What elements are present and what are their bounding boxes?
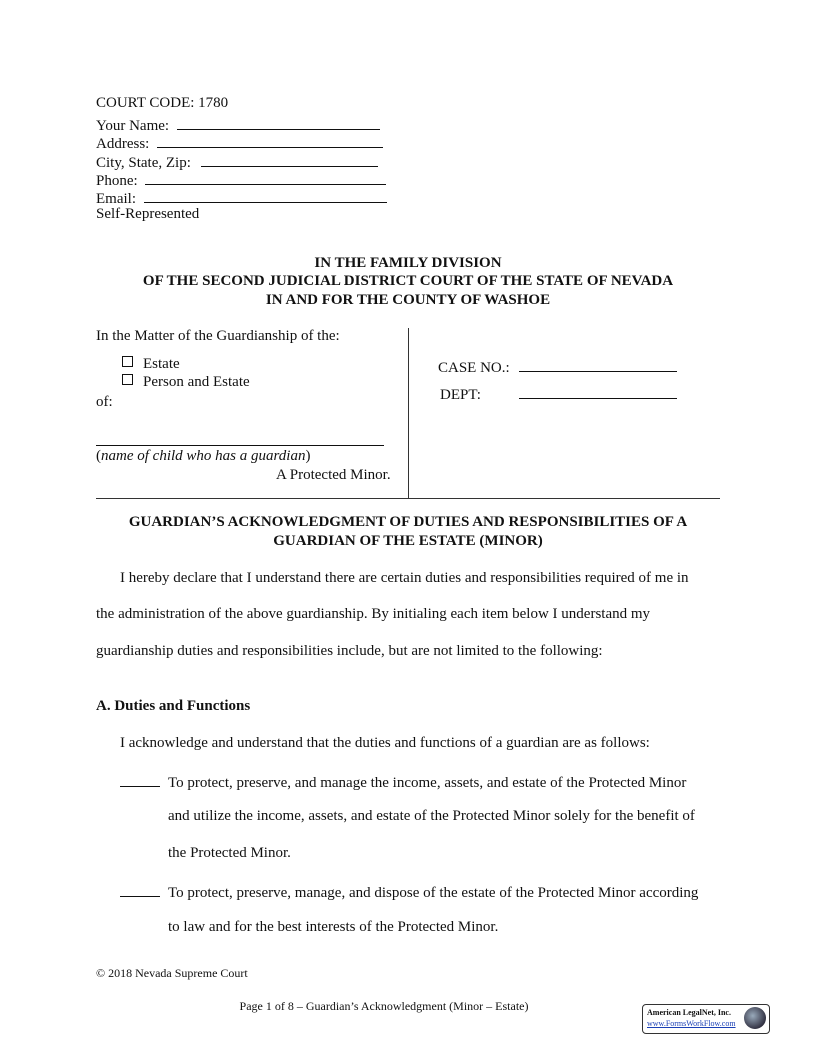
child-name-hint: (name of child who has a guardian) <box>96 448 311 464</box>
dept-row <box>440 383 677 404</box>
footer-copyright: © 2018 Nevada Supreme Court <box>96 966 248 980</box>
dept-label: DEPT: <box>440 387 481 403</box>
case-no-field[interactable] <box>519 356 677 372</box>
self-represented: Self-Represented <box>96 206 200 222</box>
item1-line1: To protect, preserve, and manage the income, assets, and estate of the Protected Minor <box>168 775 687 791</box>
matter-label: In the Matter of the Guardianship of the: <box>96 328 340 344</box>
of-label: of: <box>96 394 113 410</box>
item1-line2: and utilize the income, assets, and estate of the Protected Minor solely for the benefit of <box>168 808 695 824</box>
item2-line2: to law and for the best interests of the Protected Minor. <box>168 919 499 935</box>
court-title-line1: IN THE FAMILY DIVISION <box>314 255 502 271</box>
intro-line2: the administration of the above guardianship. By initialing each item below I understand my <box>96 606 651 622</box>
court-title-line2: OF THE SECOND JUDICIAL DISTRICT COURT OF THE STATE OF NEVADA <box>142 273 674 289</box>
child-name-field[interactable] <box>96 430 384 446</box>
logo-company-name: American LegalNet, Inc. <box>647 1008 731 1017</box>
email-field[interactable] <box>144 187 387 203</box>
option-person-and-estate[interactable] <box>122 374 250 391</box>
option-estate[interactable] <box>122 356 180 373</box>
intro-line3: guardianship duties and responsibilities include, but are not limited to the following: <box>96 643 603 659</box>
your-name-field[interactable] <box>177 114 380 130</box>
item1-line3: the Protected Minor. <box>168 845 291 861</box>
person-and-estate-label: Person and Estate <box>143 374 250 390</box>
caption-divider-horizontal <box>96 498 720 499</box>
intro-line1: I hereby declare that I understand there are certain duties and responsibilities required of me in <box>120 570 689 586</box>
globe-icon <box>744 1007 766 1029</box>
court-code: COURT CODE: 1780 <box>96 95 229 111</box>
item1-line1-row <box>120 772 686 792</box>
item2-line1-row <box>120 882 698 902</box>
estate-checkbox[interactable] <box>122 356 133 367</box>
item2-line1: To protect, preserve, manage, and dispose of the estate of the Protected Minor according <box>168 885 699 901</box>
child-name-hint-text: name of child who has a guardian <box>101 448 306 464</box>
address-label: Address: <box>96 136 150 152</box>
city-state-zip-field[interactable] <box>201 151 378 167</box>
caption-divider-vertical <box>408 328 409 498</box>
doc-title-line2: GUARDIAN OF THE ESTATE (MINOR) <box>273 533 543 549</box>
american-legalnet-logo[interactable] <box>642 1004 770 1034</box>
person-and-estate-checkbox[interactable] <box>122 374 133 385</box>
phone-label: Phone: <box>96 173 138 189</box>
phone-field[interactable] <box>145 169 386 185</box>
case-no-label: CASE NO.: <box>438 360 510 376</box>
city-state-zip-label: City, State, Zip: <box>96 155 191 171</box>
logo-website-link[interactable]: www.FormsWorkFlow.com <box>647 1019 736 1028</box>
section-a-lead: I acknowledge and understand that the duties and functions of a guardian are as follows: <box>120 735 650 751</box>
address-row <box>96 132 383 153</box>
court-title-line3: IN AND FOR THE COUNTY OF WASHOE <box>265 292 551 308</box>
estate-label: Estate <box>143 356 180 372</box>
email-label: Email: <box>96 191 136 207</box>
doc-title-line1: GUARDIAN’S ACKNOWLEDGMENT OF DUTIES AND RESPONSIBILITIES OF A <box>128 514 688 530</box>
address-field[interactable] <box>157 132 383 148</box>
section-a-heading: A. Duties and Functions <box>96 698 251 714</box>
dept-field[interactable] <box>519 383 677 399</box>
case-no-row <box>438 356 677 377</box>
your-name-label: Your Name: <box>96 118 170 134</box>
item2-initial-field[interactable] <box>120 882 160 897</box>
item1-initial-field[interactable] <box>120 772 160 787</box>
email-row <box>96 187 387 208</box>
protected-minor-label: A Protected Minor. <box>276 467 391 483</box>
footer-page-info: Page 1 of 8 – Guardian’s Acknowledgment (Minor – Estate) <box>239 999 529 1013</box>
